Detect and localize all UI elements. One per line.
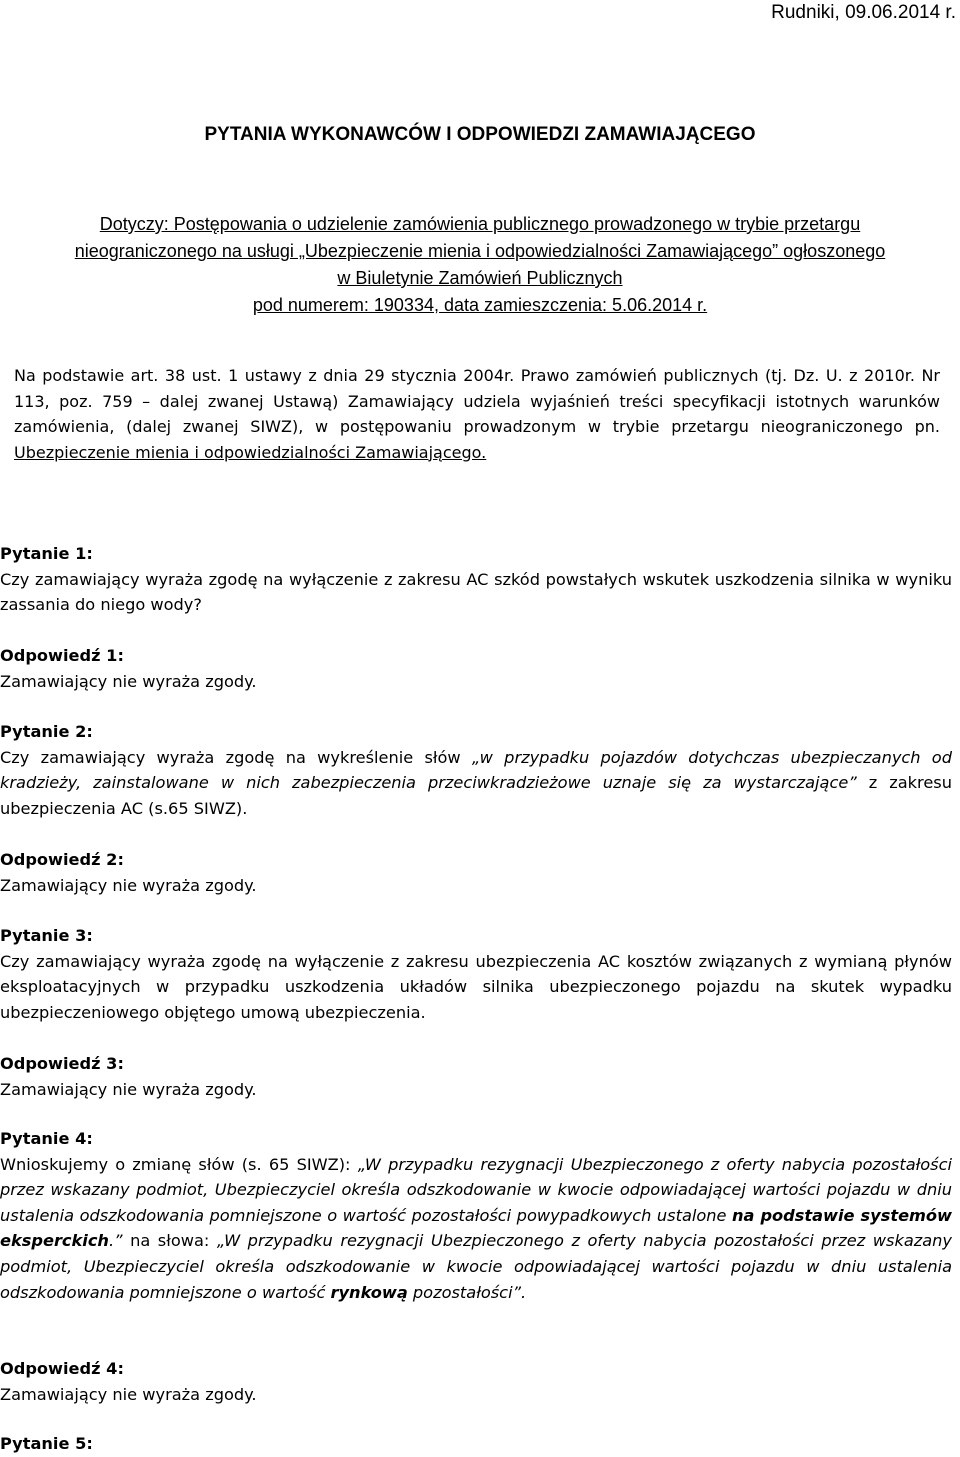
document-date: Rudniki, 09.06.2014 r. (771, 2, 956, 23)
subject-line-4: pod numerem: 190334, data zamieszczenia: 5.06.2014 r. (252, 295, 708, 315)
question-5 (0, 1431, 952, 1457)
question-3-label: Pytanie 3: (0, 926, 93, 945)
question-4-emphasis-1: na podstawie systemów eksperckich (0, 1205, 952, 1251)
question-2-label: Pytanie 2: (0, 722, 93, 741)
answer-1-label: Odpowiedź 1: (0, 646, 124, 665)
answer-3 (0, 1051, 952, 1102)
answer-4-label: Odpowiedź 4: (0, 1359, 124, 1378)
question-4-intro: Wnioskujemy o zmianę słów (s. 65 SIWZ): (0, 1154, 358, 1174)
intro-text: Na podstawie art. 38 ust. 1 ustawy z dnia 29 stycznia 2004r. Prawo zamówień publicznych (tj. Dz. U. z 2010r. Nr 113, poz. 759 – dalej zwanej Ustawą) Zamawiający udziela wyjaśnień treści specyfikacji istotnych warunków zamówienia, (dalej zwanej SIWZ), w postępowaniu prowadzonym w trybie przetargu nieograniczonego pn. (14, 366, 940, 436)
answer-4 (0, 1356, 952, 1407)
document-title: PYTANIA WYKONAWCÓW I ODPOWIEDZI ZAMAWIAJĄCEGO (204, 124, 756, 145)
subject-line-1: Dotyczy: Postępowania o udzielenie zamówienia publicznego prowadzonego w trybie przetargu (99, 214, 861, 234)
question-2-text (0, 745, 952, 822)
answer-2-text: Zamawiający nie wyraża zgody. (0, 875, 257, 895)
answer-3-text: Zamawiający nie wyraża zgody. (0, 1079, 257, 1099)
answer-1 (0, 643, 952, 694)
question-4-label: Pytanie 4: (0, 1129, 93, 1148)
question-1-text: Czy zamawiający wyraża zgodę na wyłączenie z zakresu AC szkód powstałych wskutek uszkodzenia silnika w wyniku zassania do niego wody? (0, 569, 952, 615)
answer-3-label: Odpowiedź 3: (0, 1054, 124, 1073)
question-1-label: Pytanie 1: (0, 544, 93, 563)
question-2-text-after: z zakresu ubezpieczenia AC (s.65 SIWZ). (0, 773, 953, 818)
question-2-text-before: Czy zamawiający wyraża zgodę na wykreślenie słów (0, 747, 472, 767)
question-4-quote-1: „W przypadku rezygnacji Ubezpieczonego z oferty nabycia pozostałości przez wskazany podmiot, Ubezpieczyciel określa odszkodowanie w kwocie odpowiadającej wartości pojazdu w dniu ustalenia odszkodowania pomniejszone o wartość pozostałości powypadkowych ustalone (0, 1154, 952, 1225)
answer-4-text: Zamawiający nie wyraża zgody. (0, 1384, 257, 1404)
intro-paragraph (14, 363, 940, 465)
question-4-emphasis-2: rynkową (330, 1282, 408, 1302)
question-5-label: Pytanie 5: (0, 1434, 93, 1453)
subject-line-3: w Biuletynie Zamówień Publicznych (337, 268, 623, 288)
answer-2 (0, 847, 952, 898)
question-4-quote-2: „W przypadku rezygnacji Ubezpieczonego z oferty nabycia pozostałości przez wskazany podmiot, Ubezpieczyciel określa odszkodowanie w kwocie odpowiadającej wartości pojazdu w dniu ustalenia odszkodowania pomniejszone o wartość (0, 1231, 952, 1302)
question-4-quote-2-end: pozostałości”. (407, 1282, 527, 1302)
question-3 (0, 923, 952, 1025)
question-4-quote-1-end: .” (108, 1231, 123, 1251)
intro-subject-name: Ubezpieczenie mienia i odpowiedzialności Zamawiającego. (14, 442, 487, 462)
question-4-text (0, 1152, 952, 1306)
question-1 (0, 541, 952, 618)
question-4 (0, 1126, 952, 1305)
question-3-text: Czy zamawiający wyraża zgodę na wyłączenie z zakresu ubezpieczenia AC kosztów związanych z wymianą płynów eksploatacyjnych w przypadku uszkodzenia układów silnika ubezpieczonego pojazdu na skutek wypadku ubezpieczeniowego objętego umową ubezpieczenia. (0, 951, 952, 1022)
question-2-quoted-text: „w przypadku pojazdów dotychczas ubezpieczanych od kradzieży, zainstalowane w nich zabezpieczenia przeciwkradzieżowe uznaje się za wystarczające” (0, 747, 952, 793)
question-2 (0, 719, 952, 821)
subject-block (0, 211, 960, 319)
answer-1-text: Zamawiający nie wyraża zgody. (0, 671, 257, 691)
answer-2-label: Odpowiedź 2: (0, 850, 124, 869)
subject-line-2: nieograniczonego na usługi „Ubezpieczenie mienia i odpowiedzialności Zamawiającego” ogłoszonego (74, 241, 886, 261)
question-4-connector: na słowa: (122, 1231, 217, 1251)
